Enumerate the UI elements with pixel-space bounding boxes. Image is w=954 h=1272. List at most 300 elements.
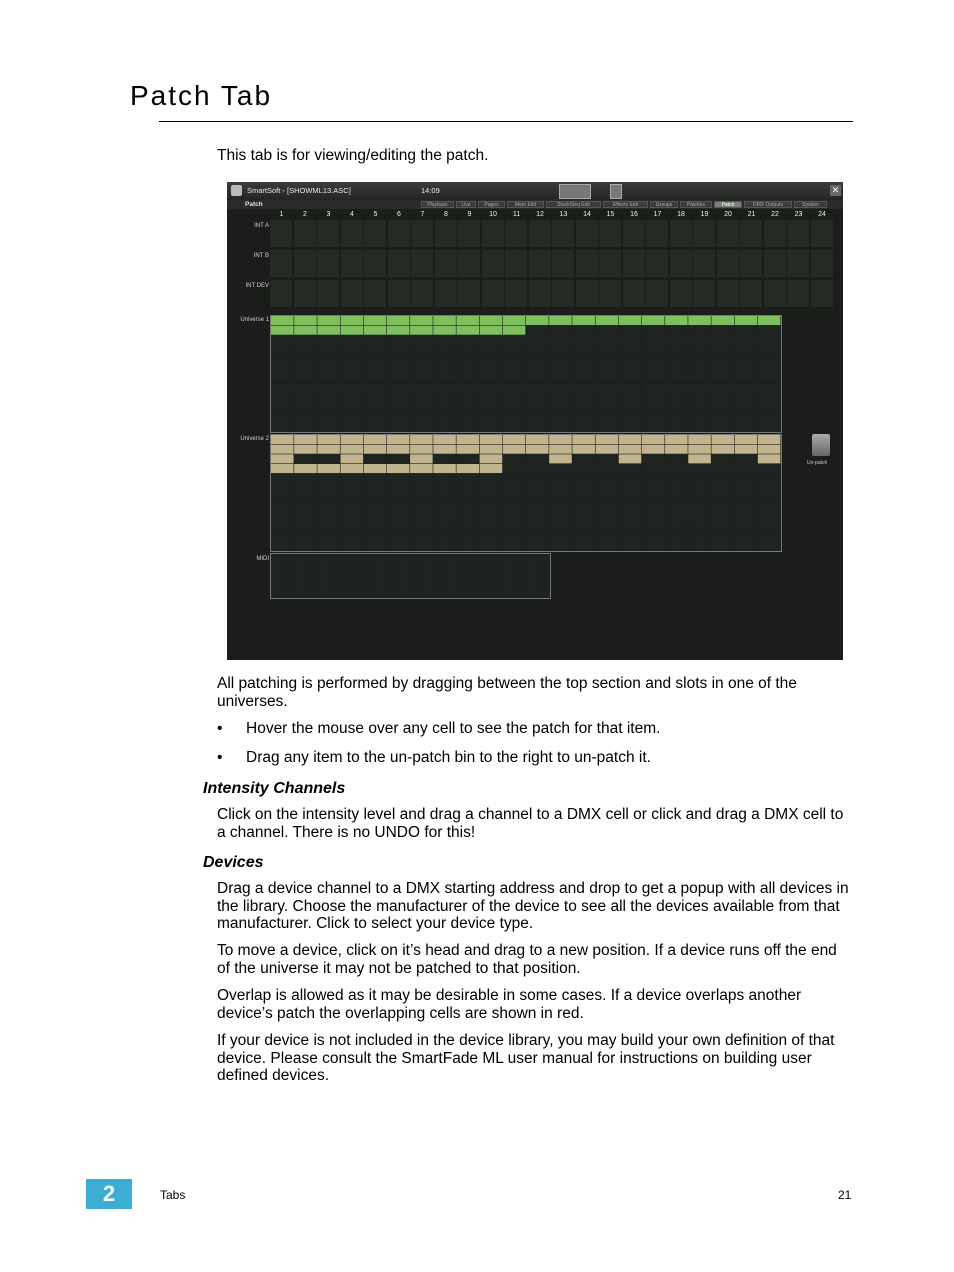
dmx-cell xyxy=(410,326,433,335)
dmx-cell xyxy=(549,316,572,325)
dmx-cell xyxy=(549,532,572,541)
dmx-cell xyxy=(456,374,479,383)
window-title: SmartSoft - [SHOWML13.ASC] xyxy=(247,186,351,195)
dmx-cell xyxy=(480,435,503,444)
dmx-cell xyxy=(294,580,305,588)
dmx-cell xyxy=(480,384,503,393)
dmx-cell xyxy=(271,483,294,492)
channel-slot[interactable] xyxy=(552,220,575,247)
dmx-cell xyxy=(469,580,480,588)
dmx-cell xyxy=(503,474,526,483)
dmx-cell xyxy=(433,493,456,502)
paragraph-devices-4: If your device is not included in the device library, you may build your own definition of that device. Please consult the SmartFade ML user manual for instructions on building user defined devices. xyxy=(217,1032,835,1084)
dmx-cell xyxy=(433,512,456,521)
channel-slot[interactable] xyxy=(341,280,364,307)
dmx-cell xyxy=(596,532,619,541)
dmx-cell xyxy=(341,364,364,373)
dmx-cell xyxy=(341,384,364,393)
dmx-cell xyxy=(758,483,781,492)
dmx-cell xyxy=(688,326,711,335)
channel-slot[interactable] xyxy=(552,280,575,307)
dmx-cell xyxy=(503,503,526,512)
dmx-cell xyxy=(688,483,711,492)
channel-slot[interactable] xyxy=(599,280,622,307)
dmx-cell xyxy=(665,541,688,550)
dmx-cell xyxy=(271,563,282,571)
channel-slot[interactable] xyxy=(623,250,646,277)
dmx-cell xyxy=(341,435,364,444)
channel-slot[interactable] xyxy=(458,250,481,277)
dmx-cell xyxy=(503,483,526,492)
dmx-cell xyxy=(711,512,734,521)
channel-slot[interactable] xyxy=(623,280,646,307)
midi-cells[interactable] xyxy=(271,554,550,598)
dmx-cell xyxy=(387,589,398,597)
dmx-cell xyxy=(480,374,503,383)
dmx-cell xyxy=(422,563,433,571)
channel-slot[interactable] xyxy=(529,220,552,247)
channel-slot[interactable] xyxy=(811,280,834,307)
dmx-cell xyxy=(596,413,619,422)
dmx-cell xyxy=(711,355,734,364)
dmx-cell xyxy=(526,413,549,422)
channel-slot[interactable] xyxy=(576,250,599,277)
dmx-cell xyxy=(596,422,619,431)
channel-slot[interactable] xyxy=(505,280,528,307)
channel-slot[interactable] xyxy=(740,220,763,247)
channel-slot[interactable] xyxy=(317,250,340,277)
chapter-badge: 2 xyxy=(86,1179,132,1209)
dmx-cell xyxy=(758,435,781,444)
channel-slot[interactable] xyxy=(411,220,434,247)
dmx-cell xyxy=(619,335,642,344)
dmx-cell xyxy=(294,422,317,431)
channel-slot[interactable] xyxy=(411,280,434,307)
channel-slot[interactable] xyxy=(388,280,411,307)
dmx-cell xyxy=(503,512,526,521)
dmx-cell xyxy=(642,355,665,364)
dmx-cell xyxy=(341,316,364,325)
channel-slot[interactable] xyxy=(270,220,293,247)
dmx-cell xyxy=(456,326,479,335)
channel-slot[interactable] xyxy=(294,250,317,277)
dmx-cell xyxy=(526,422,549,431)
toolbar-button[interactable] xyxy=(559,184,591,199)
dmx-cell xyxy=(399,572,410,580)
dmx-cell xyxy=(271,541,294,550)
dmx-cell xyxy=(480,474,503,483)
channel-slot[interactable] xyxy=(435,250,458,277)
dmx-cell xyxy=(480,580,491,588)
channel-slot[interactable] xyxy=(670,250,693,277)
channel-slot[interactable] xyxy=(317,220,340,247)
dmx-cell xyxy=(433,435,456,444)
channel-slot[interactable] xyxy=(811,220,834,247)
dmx-cell xyxy=(572,403,595,412)
channel-slot[interactable] xyxy=(740,250,763,277)
dmx-cell xyxy=(456,335,479,344)
dmx-cell xyxy=(572,532,595,541)
toolbar-button[interactable] xyxy=(610,184,622,199)
dmx-cell xyxy=(480,345,503,354)
channel-number: 13 xyxy=(559,211,568,218)
channel-slot[interactable] xyxy=(670,280,693,307)
dmx-cell xyxy=(410,532,433,541)
dmx-cell xyxy=(341,580,352,588)
universe-2-grid[interactable] xyxy=(270,434,782,552)
dmx-cell xyxy=(758,355,781,364)
channel-slot[interactable] xyxy=(270,280,293,307)
dmx-cell xyxy=(596,503,619,512)
channel-slot[interactable] xyxy=(364,250,387,277)
dmx-cell xyxy=(271,445,294,454)
dmx-cell xyxy=(596,474,619,483)
channel-slot[interactable] xyxy=(646,220,669,247)
dmx-cell xyxy=(456,316,479,325)
dmx-cell xyxy=(433,454,456,463)
dmx-cell xyxy=(271,326,294,335)
universe-2-cells[interactable] xyxy=(271,435,781,551)
heading-devices: Devices xyxy=(203,854,264,871)
channel-slot[interactable] xyxy=(388,250,411,277)
dmx-cell xyxy=(711,522,734,531)
dmx-cell xyxy=(294,454,317,463)
channel-slot[interactable] xyxy=(693,250,716,277)
dmx-cell xyxy=(527,589,538,597)
dmx-cell xyxy=(456,355,479,364)
dmx-cell xyxy=(758,403,781,412)
channel-slot[interactable] xyxy=(646,280,669,307)
dmx-cell xyxy=(433,326,456,335)
dmx-cell xyxy=(503,493,526,502)
dmx-cell xyxy=(410,355,433,364)
dmx-cell xyxy=(364,563,375,571)
dmx-cell xyxy=(526,493,549,502)
dmx-cell xyxy=(758,374,781,383)
midi-grid[interactable] xyxy=(270,553,551,599)
dmx-cell xyxy=(399,580,410,588)
channel-slot[interactable] xyxy=(341,220,364,247)
dmx-cell xyxy=(619,374,642,383)
close-icon[interactable]: ✕ xyxy=(831,185,840,195)
dmx-cell xyxy=(619,326,642,335)
dmx-cell xyxy=(711,364,734,373)
channel-slot[interactable] xyxy=(341,250,364,277)
tab-dmx-outputs[interactable]: DMX Outputs xyxy=(744,201,792,208)
dmx-cell xyxy=(549,445,572,454)
dmx-cell xyxy=(364,345,387,354)
dmx-cell xyxy=(504,563,515,571)
channel-number: 15 xyxy=(606,211,615,218)
dmx-cell xyxy=(376,554,387,562)
dmx-cell xyxy=(387,445,410,454)
dmx-cell xyxy=(572,512,595,521)
channel-slot[interactable] xyxy=(670,220,693,247)
channel-slot[interactable] xyxy=(411,250,434,277)
dmx-cell xyxy=(665,335,688,344)
dmx-cell xyxy=(642,532,665,541)
channel-slot[interactable] xyxy=(576,280,599,307)
dmx-cell xyxy=(294,374,317,383)
dmx-cell xyxy=(433,374,456,383)
dmx-cell xyxy=(526,345,549,354)
dmx-cell xyxy=(271,355,294,364)
dmx-cell xyxy=(317,393,340,402)
dmx-cell xyxy=(352,572,363,580)
dmx-cell xyxy=(434,554,445,562)
channel-slot[interactable] xyxy=(764,280,787,307)
channel-slot[interactable] xyxy=(529,280,552,307)
dmx-cell xyxy=(642,403,665,412)
channel-slot[interactable] xyxy=(294,220,317,247)
channel-slot[interactable] xyxy=(435,280,458,307)
dmx-cell xyxy=(411,554,422,562)
dmx-cell xyxy=(503,522,526,531)
tab-playback[interactable]: Playback xyxy=(421,201,454,208)
dmx-cell xyxy=(294,483,317,492)
channel-slot[interactable] xyxy=(717,220,740,247)
channel-slot[interactable] xyxy=(599,250,622,277)
dmx-cell xyxy=(456,413,479,422)
dmx-cell xyxy=(735,464,758,473)
dmx-cell xyxy=(619,435,642,444)
dmx-cell xyxy=(410,522,433,531)
dmx-cell xyxy=(329,563,340,571)
dmx-cell xyxy=(271,384,294,393)
dmx-cell xyxy=(758,345,781,354)
channel-number: 21 xyxy=(747,211,756,218)
dmx-cell xyxy=(735,503,758,512)
channel-slot[interactable] xyxy=(458,220,481,247)
dmx-cell xyxy=(735,435,758,444)
tab-palettes[interactable]: Palettes xyxy=(680,201,712,208)
dmx-cell xyxy=(735,422,758,431)
dmx-cell xyxy=(318,580,329,588)
dmx-cell xyxy=(480,422,503,431)
dmx-cell xyxy=(526,364,549,373)
channel-number: 1 xyxy=(279,211,284,218)
dmx-cell xyxy=(341,413,364,422)
dmx-cell xyxy=(480,483,503,492)
channel-slot[interactable] xyxy=(529,250,552,277)
channel-slot[interactable] xyxy=(388,220,411,247)
unpatch-label: Un-patch xyxy=(807,460,828,466)
dmx-cell xyxy=(503,464,526,473)
dmx-cell xyxy=(364,474,387,483)
universe-1-grid[interactable] xyxy=(270,315,782,433)
dmx-cell xyxy=(735,483,758,492)
universe-2-label: Universe 2 xyxy=(240,436,269,442)
dmx-cell xyxy=(387,493,410,502)
dmx-cell xyxy=(735,316,758,325)
dmx-cell xyxy=(294,503,317,512)
dmx-cell xyxy=(572,503,595,512)
dmx-cell xyxy=(317,384,340,393)
channel-slot[interactable] xyxy=(482,250,505,277)
dmx-cell xyxy=(456,403,479,412)
dmx-cell xyxy=(410,345,433,354)
channel-number: 14 xyxy=(583,211,591,218)
channel-slot[interactable] xyxy=(717,250,740,277)
page-number: 21 xyxy=(838,1188,852,1202)
channel-slot[interactable] xyxy=(294,280,317,307)
dmx-cell xyxy=(456,474,479,483)
dmx-cell xyxy=(688,532,711,541)
channel-slot[interactable] xyxy=(764,250,787,277)
dmx-cell xyxy=(711,326,734,335)
dmx-cell xyxy=(271,532,294,541)
dmx-cell xyxy=(527,554,538,562)
dmx-cell xyxy=(387,541,410,550)
dmx-cell xyxy=(665,316,688,325)
dmx-cell xyxy=(596,512,619,521)
tab-live[interactable]: Live xyxy=(456,201,476,208)
channel-slot[interactable] xyxy=(552,250,575,277)
dmx-cell xyxy=(294,541,317,550)
channel-slot[interactable] xyxy=(458,280,481,307)
dmx-cell xyxy=(433,393,456,402)
dmx-cell xyxy=(515,580,526,588)
dmx-cell xyxy=(271,572,282,580)
channel-slot[interactable] xyxy=(270,250,293,277)
channel-slot[interactable] xyxy=(764,220,787,247)
channel-slot[interactable] xyxy=(505,250,528,277)
dmx-cell xyxy=(758,474,781,483)
tab-groups[interactable]: Groups xyxy=(650,201,678,208)
dmx-cell xyxy=(735,512,758,521)
dmx-cell xyxy=(572,522,595,531)
midi-label: MIDI xyxy=(256,556,269,562)
app-icon xyxy=(231,185,242,196)
channel-slot[interactable] xyxy=(435,220,458,247)
dmx-cell xyxy=(688,345,711,354)
dmx-cell xyxy=(445,572,456,580)
dmx-cell xyxy=(341,445,364,454)
channel-slot[interactable] xyxy=(740,280,763,307)
tab-stack-seq-edit[interactable]: Stack/Seq Edit xyxy=(546,201,601,208)
channel-slot[interactable] xyxy=(811,250,834,277)
dmx-cell xyxy=(422,589,433,597)
channel-number: 16 xyxy=(630,211,638,218)
dmx-cell xyxy=(456,393,479,402)
dmx-cell xyxy=(619,454,642,463)
dmx-cell xyxy=(526,335,549,344)
dmx-cell xyxy=(538,572,549,580)
dmx-cell xyxy=(294,563,305,571)
tab-system[interactable]: System xyxy=(794,201,827,208)
dmx-cell xyxy=(665,493,688,502)
channel-slot[interactable] xyxy=(787,250,810,277)
dmx-cell xyxy=(317,422,340,431)
dmx-cell xyxy=(283,580,294,588)
dmx-cell xyxy=(456,464,479,473)
tab-pages[interactable]: Pages xyxy=(478,201,505,208)
dmx-cell xyxy=(526,522,549,531)
dmx-cell xyxy=(433,445,456,454)
channel-slot[interactable] xyxy=(599,220,622,247)
dmx-cell xyxy=(317,512,340,521)
dmx-cell xyxy=(294,364,317,373)
tab-effects-edit[interactable]: Effects Edit xyxy=(603,201,648,208)
channel-slot[interactable] xyxy=(623,220,646,247)
channel-number: 17 xyxy=(653,211,662,218)
channel-slot[interactable] xyxy=(787,220,810,247)
dmx-cell xyxy=(433,335,456,344)
dmx-cell xyxy=(596,393,619,402)
dmx-cell xyxy=(271,393,294,402)
channel-slot[interactable] xyxy=(482,280,505,307)
dmx-cell xyxy=(758,413,781,422)
dmx-cell xyxy=(294,345,317,354)
dmx-cell xyxy=(642,493,665,502)
channel-slot[interactable] xyxy=(364,280,387,307)
dmx-cell xyxy=(317,345,340,354)
channel-slot[interactable] xyxy=(482,220,505,247)
dmx-cell xyxy=(480,316,503,325)
channel-slot[interactable] xyxy=(717,280,740,307)
dmx-cell xyxy=(549,522,572,531)
channel-slot[interactable] xyxy=(364,220,387,247)
universe-1-cells[interactable] xyxy=(271,316,781,432)
dmx-cell xyxy=(711,422,734,431)
dmx-cell xyxy=(433,422,456,431)
paragraph-devices-3: Overlap is allowed as it may be desirable in some cases. If a device overlaps another device’s patch the overlapping cells are shown in red. xyxy=(217,987,802,1022)
dmx-cell xyxy=(480,335,503,344)
dmx-cell xyxy=(318,589,329,597)
page-title: Patch Tab xyxy=(130,80,273,111)
dmx-cell xyxy=(526,384,549,393)
trash-icon[interactable] xyxy=(812,434,830,456)
dmx-cell xyxy=(294,554,305,562)
dmx-cell xyxy=(758,522,781,531)
channel-slot[interactable] xyxy=(505,220,528,247)
dmx-cell xyxy=(341,335,364,344)
dmx-cell xyxy=(538,554,549,562)
dmx-cell xyxy=(596,464,619,473)
dmx-cell xyxy=(364,316,387,325)
dmx-cell xyxy=(572,483,595,492)
channel-slot[interactable] xyxy=(787,280,810,307)
dmx-cell xyxy=(526,355,549,364)
dmx-cell xyxy=(271,522,294,531)
channel-slot[interactable] xyxy=(317,280,340,307)
dmx-cell xyxy=(410,454,433,463)
channel-slot[interactable] xyxy=(646,250,669,277)
dmx-cell xyxy=(549,454,572,463)
dmx-cell xyxy=(318,554,329,562)
dmx-cell xyxy=(504,572,515,580)
channel-slot[interactable] xyxy=(693,280,716,307)
channel-number: 19 xyxy=(700,211,709,218)
dmx-cell xyxy=(711,474,734,483)
dmx-cell xyxy=(271,316,294,325)
dmx-cell xyxy=(642,384,665,393)
dmx-cell xyxy=(492,572,503,580)
dmx-cell xyxy=(665,355,688,364)
dmx-cell xyxy=(411,580,422,588)
tab-patch[interactable]: Patch xyxy=(714,201,742,208)
channel-slot[interactable] xyxy=(693,220,716,247)
dmx-cell xyxy=(469,554,480,562)
dmx-cell xyxy=(527,572,538,580)
channel-slot[interactable] xyxy=(576,220,599,247)
dmx-cell xyxy=(596,541,619,550)
dmx-cell xyxy=(410,493,433,502)
dmx-cell xyxy=(711,335,734,344)
tab-mem-edit[interactable]: Mem Edit xyxy=(507,201,544,208)
dmx-cell xyxy=(364,403,387,412)
dmx-cell xyxy=(364,413,387,422)
